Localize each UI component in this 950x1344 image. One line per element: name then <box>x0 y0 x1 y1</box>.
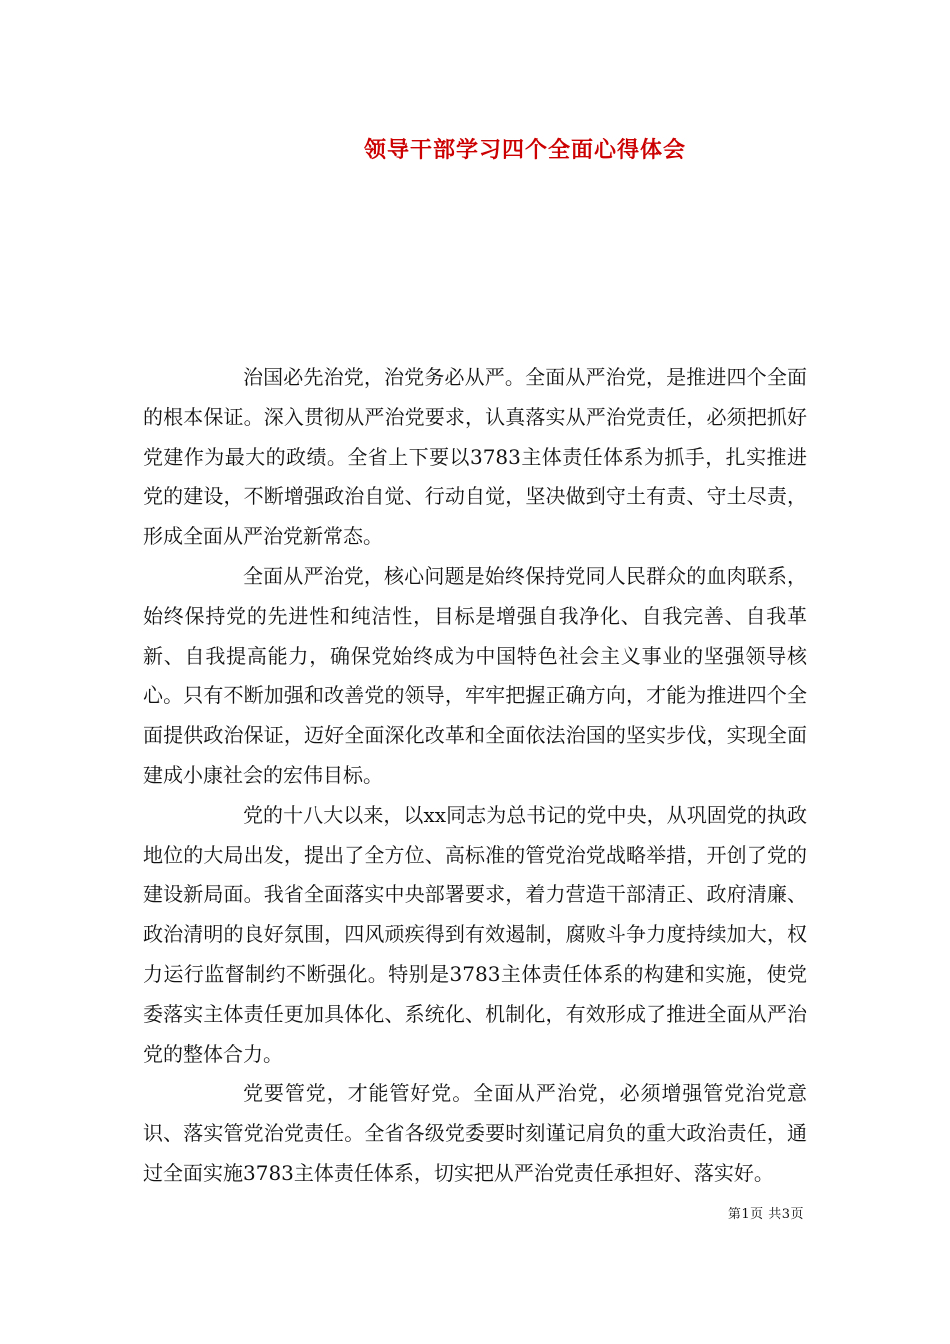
page-number-footer: 第1页 共3页 <box>727 1207 804 1222</box>
paragraph-3: 党的十八大以来，以xx同志为总书记的党中央，从巩固党的执政地位的大局出发，提出了全方位、高标准的管党治党战略举措，开创了党的建设新局面。我省全面落实中央部署要求，着力营造干部清正、政府清廉、政治清明的良好氛围，四风顽疾得到有效遏制，腐败斗争力度持续加大，权力运行监督制约不断强化。特别是3783主体责任体系的构建和实施，使党委落实主体责任更加具体化、系统化、机制化，有效形成了推进全面从严治党的整体合力。 <box>143 802 807 1066</box>
paragraph-2: 全面从严治党，核心问题是始终保持党同人民群众的血肉联系，始终保持党的先进性和纯洁性，目标是增强自我净化、自我完善、自我革新、自我提高能力，确保党始终成为中国特色社会主义事业的坚强领导核心。只有不断加强和改善党的领导，牢牢把握正确方向，才能为推进四个全面提供政治保证，迈好全面深化改革和全面依法治国的坚实步伐，实现全面建成小康社会的宏伟目标。 <box>143 563 807 787</box>
paragraph-4: 党要管党，才能管好党。全面从严治党，必须增强管党治党意识、落实管党治党责任。全省各级党委要时刻谨记肩负的重大政治责任，通过全面实施3783主体责任体系，切实把从严治党责任承担好、落实好。 <box>143 1081 807 1185</box>
paragraph-1: 治国必先治党，治党务必从严。全面从严治党，是推进四个全面的根本保证。深入贯彻从严治党要求，认真落实从严治党责任，必须把抓好党建作为最大的政绩。全省上下要以3783主体责任体系为抓手，扎实推进党的建设，不断增强政治自觉、行动自觉，坚决做到守土有责、守土尽责，形成全面从严治党新常态。 <box>143 365 807 549</box>
document-body <box>143 358 807 1194</box>
document-title: 领导干部学习四个全面心得体会 <box>363 137 686 163</box>
